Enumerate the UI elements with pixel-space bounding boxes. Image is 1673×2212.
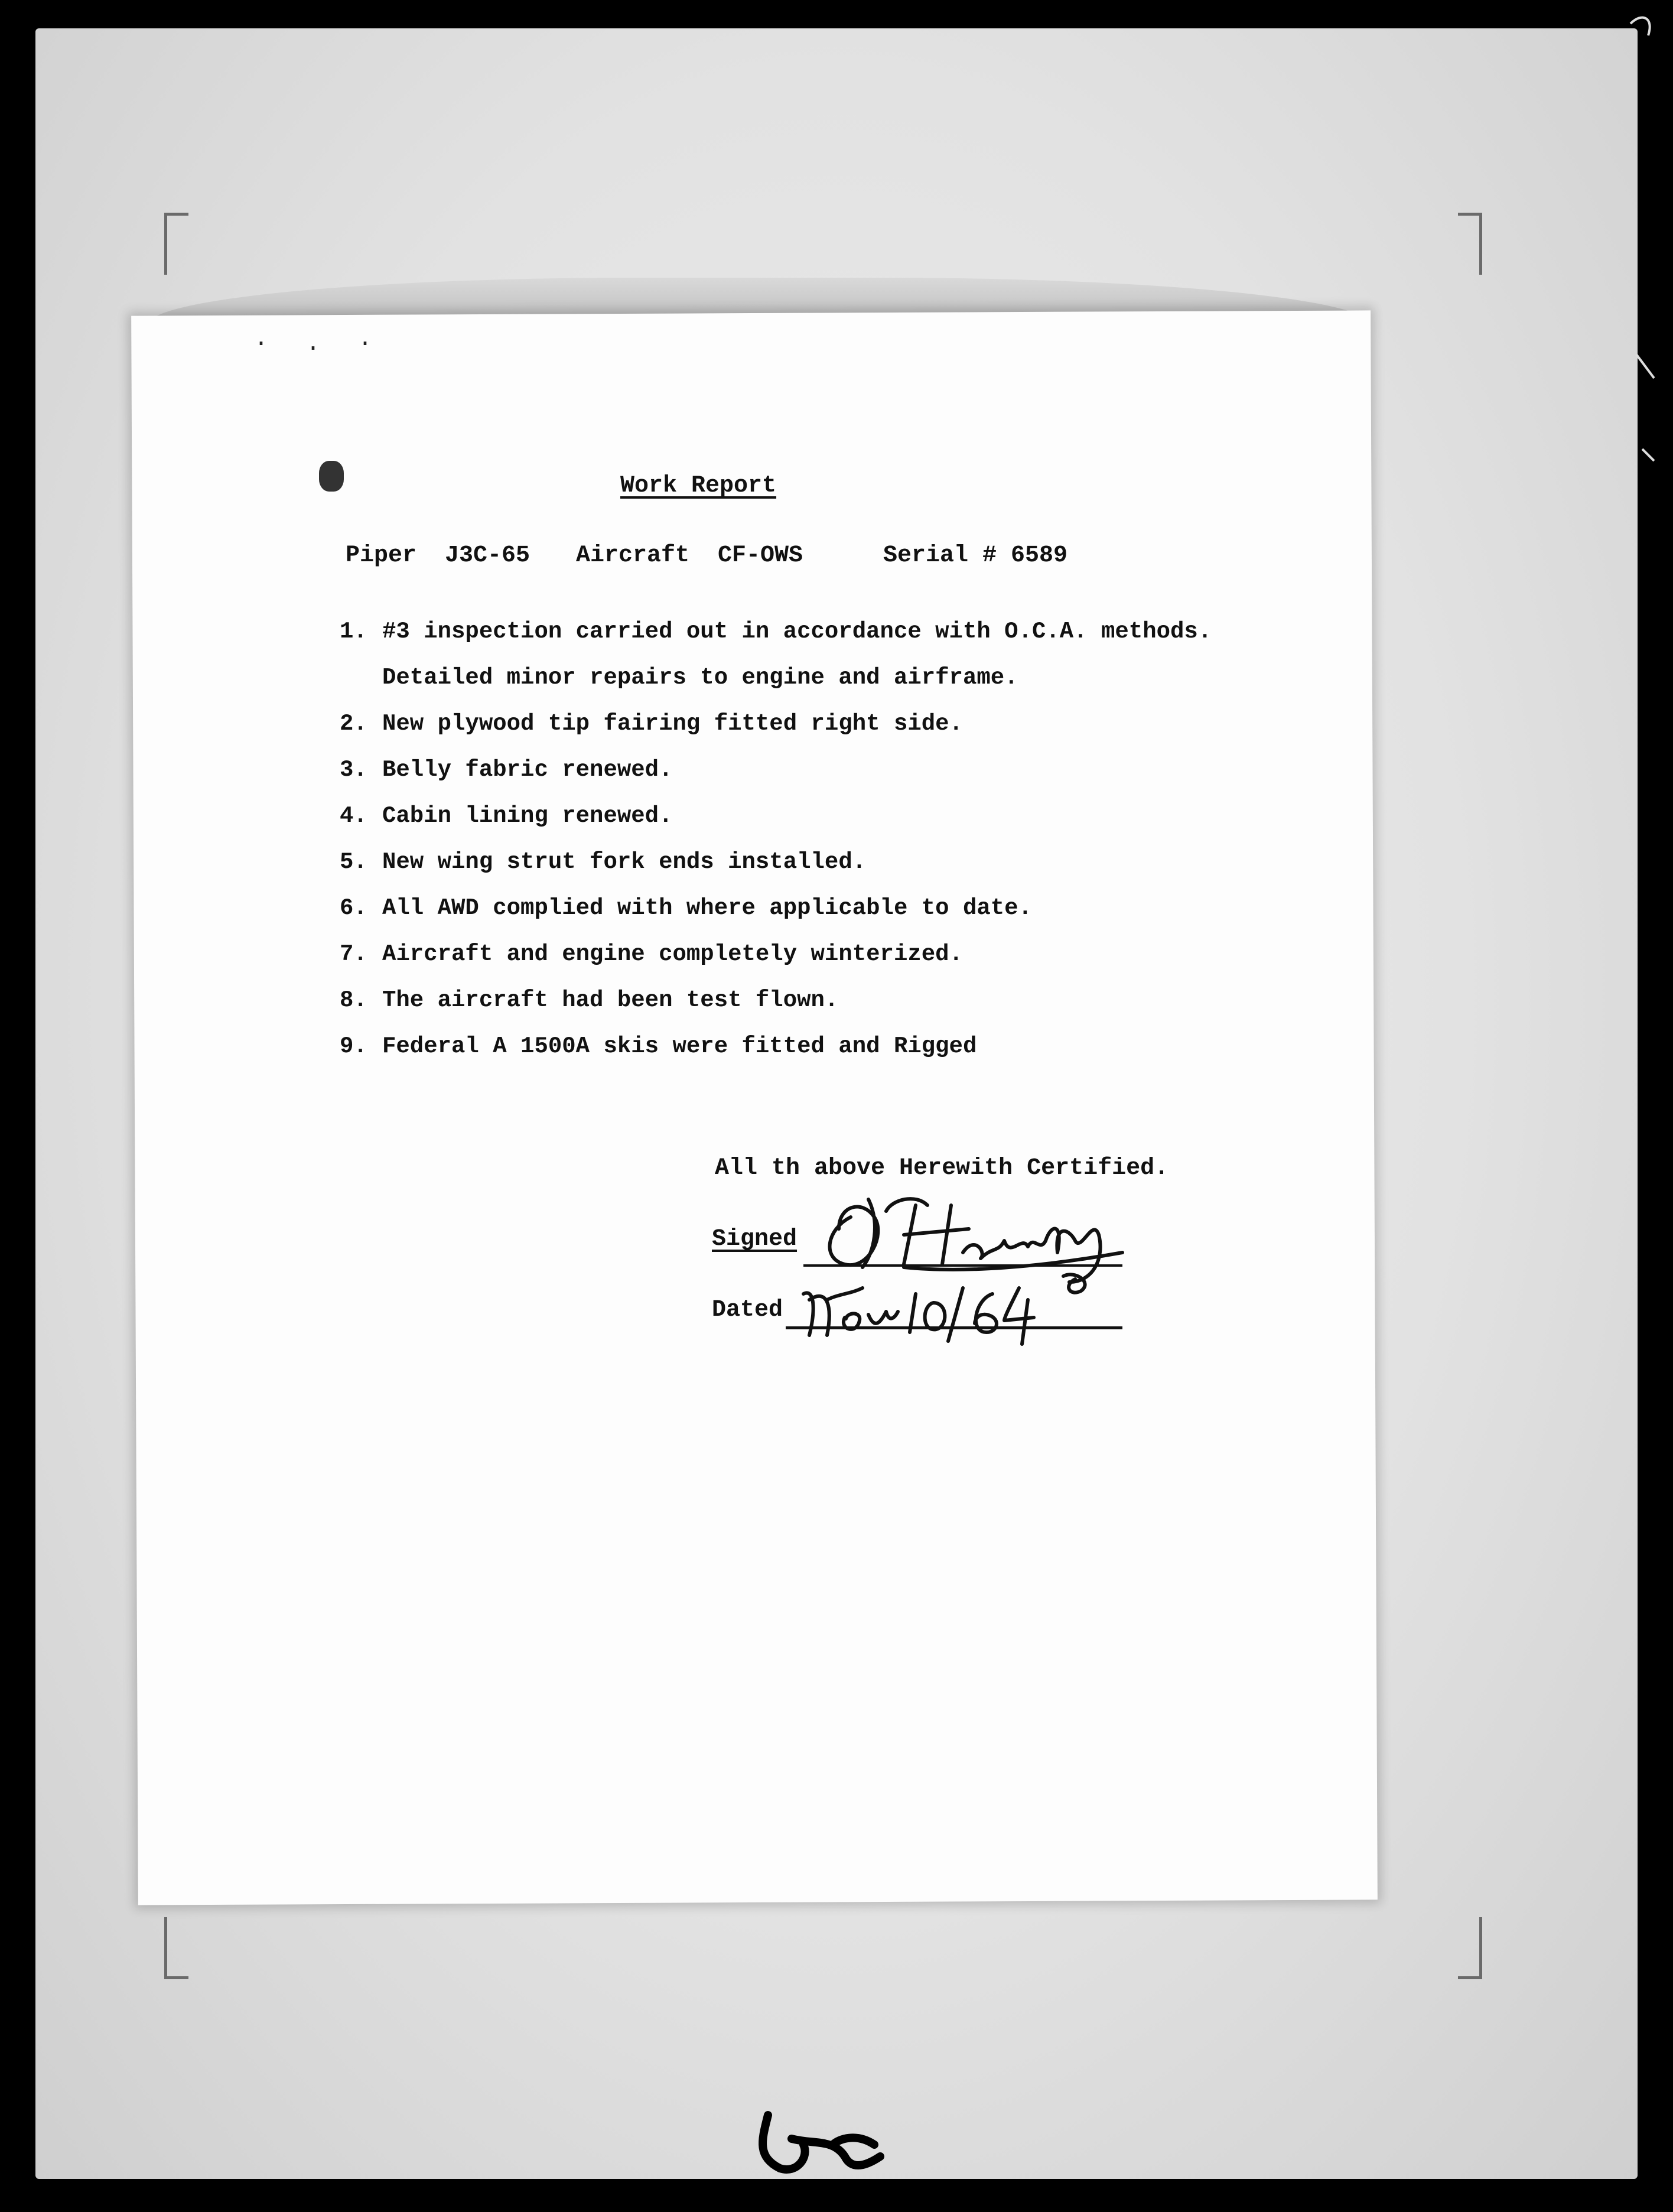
item-text: Federal A 1500A skis were fitted and Rigged [382, 1033, 977, 1059]
item-number: 7. [340, 941, 367, 967]
crop-mark-bottom-left [164, 1917, 188, 1979]
aircraft-model: Piper J3C-65 [346, 542, 530, 569]
clip-mark [319, 461, 344, 492]
item-number: 8. [340, 987, 367, 1013]
item-number: 2. [340, 711, 367, 737]
list-item [340, 1035, 1245, 1081]
bottom-handwritten-mark [744, 2103, 898, 2186]
signed-label: Signed [712, 1226, 798, 1253]
aircraft-registration: Aircraft CF-OWS [576, 542, 803, 569]
dated-label: Dated [712, 1297, 783, 1323]
item-text: New plywood tip fairing fitted right side. [382, 711, 963, 737]
item-number: 1. [340, 619, 367, 645]
crop-mark-bottom-right [1458, 1917, 1482, 1979]
item-text: The aircraft had been test flown. [382, 987, 839, 1013]
aircraft-serial: Serial # 6589 [883, 542, 1068, 569]
list-item [340, 620, 1245, 713]
item-text: Aircraft and engine completely winterized. [382, 941, 963, 967]
item-number: 9. [340, 1033, 367, 1059]
item-number: 5. [340, 849, 367, 875]
item-text: #3 inspection carried out in accordance with O.C.A. methods. Detailed minor repairs to engine and airframe. [382, 619, 1212, 691]
film-edge-marks [1625, 0, 1660, 2212]
certification-statement: All th above Herewith Certified. [715, 1155, 1169, 1182]
crop-mark-top-right [1458, 213, 1482, 275]
item-number: 3. [340, 757, 367, 783]
item-text: Belly fabric renewed. [382, 757, 673, 783]
item-number: 4. [340, 803, 367, 829]
item-text: Cabin lining renewed. [382, 803, 673, 829]
item-text: All AWD complied with where applicable to date. [382, 895, 1032, 921]
report-title: Work Report [620, 473, 777, 499]
crop-mark-top-left [164, 213, 188, 275]
aircraft-header [346, 542, 1067, 569]
item-text: New wing strut fork ends installed. [382, 849, 867, 875]
handwritten-date [792, 1276, 1040, 1347]
paper-specks: · . · [254, 331, 385, 357]
item-number: 6. [340, 895, 367, 921]
work-items-list [340, 620, 1245, 1081]
